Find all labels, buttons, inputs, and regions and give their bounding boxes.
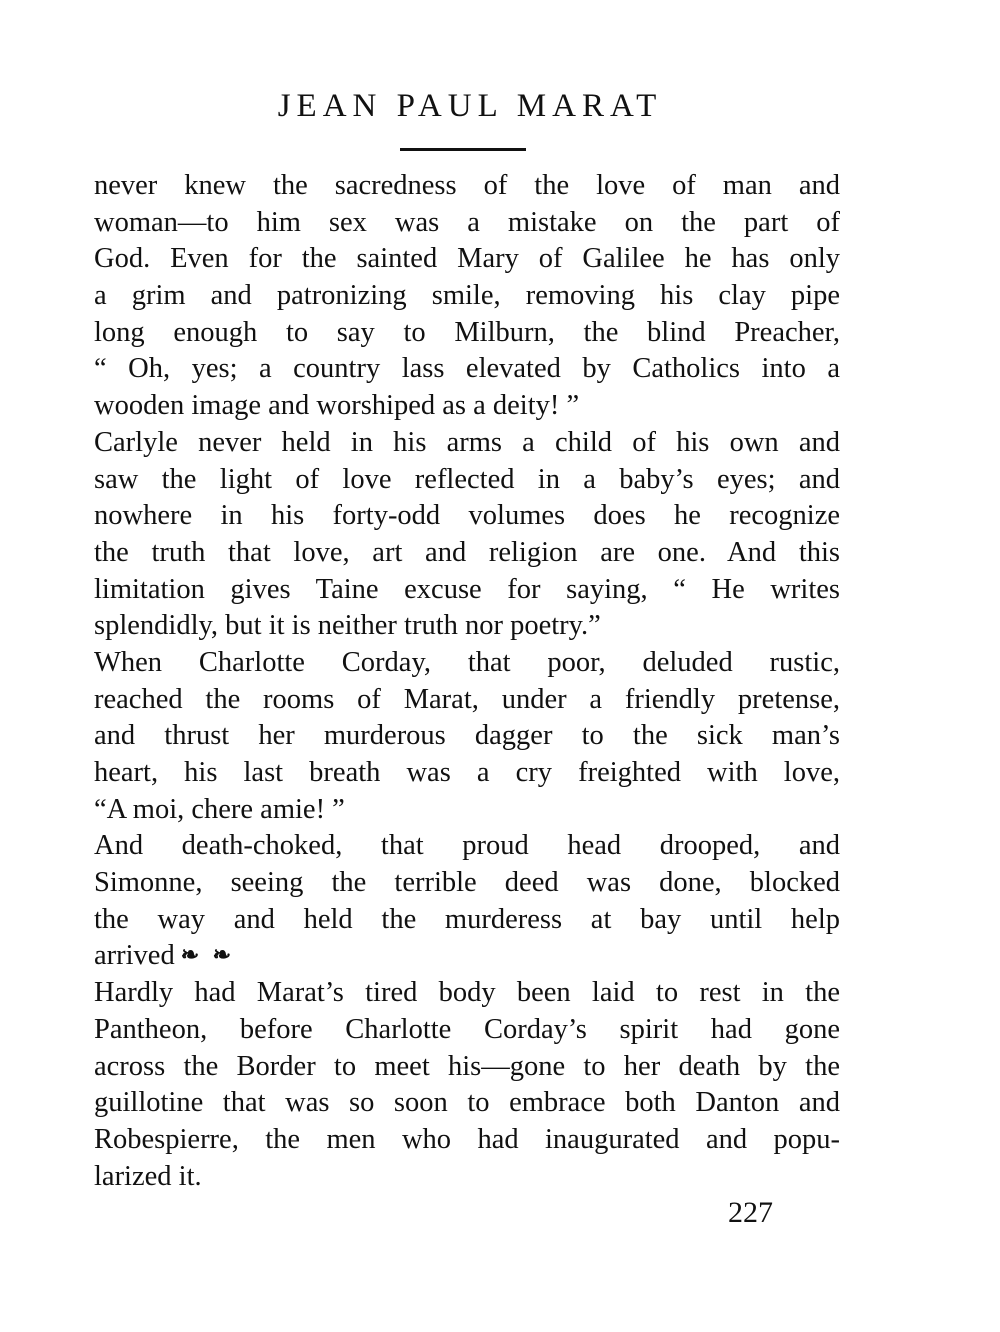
text-line: “ Oh, yes; a country lass elevated by Catholics into a (94, 353, 840, 385)
text-line: and thrust her murderous dagger to the sick man’s (94, 720, 840, 752)
text-line: Carlyle never held in his arms a child of his own and (94, 426, 840, 458)
text-line: a grim and patronizing smile, removing his clay pipe (94, 280, 840, 312)
text-line: God. Even for the sainted Mary of Galilee he has only (94, 243, 840, 275)
text-line: across the Border to meet his—gone to her death by the (94, 1050, 840, 1082)
text-line: never knew the sacredness of the love of man and (94, 170, 840, 201)
text-line: And death-choked, that proud head drooped, and (94, 830, 840, 862)
text-line: When Charlotte Corday, that poor, deluded rustic, (94, 646, 840, 678)
text-line: arrived (94, 940, 175, 972)
page-number: 227 (728, 1196, 773, 1229)
text-line: reached the rooms of Marat, under a friendly pretense, (94, 683, 840, 715)
text-line: saw the light of love reflected in a baby’s eyes; and (94, 463, 840, 495)
text-line: Pantheon, before Charlotte Corday’s spirit had gone (94, 1013, 840, 1045)
text-line: larized it. (94, 1160, 202, 1192)
text-line: “A moi, chere amie! ” (94, 793, 345, 825)
body-text (94, 168, 840, 1195)
running-head-title: JEAN PAUL MARAT (277, 88, 663, 124)
text-line: long enough to say to Milburn, the blind Preacher, (94, 316, 840, 348)
text-line: the truth that love, art and religion are one. And this (94, 536, 840, 568)
text-line: guillotine that was so soon to embrace both Danton and (94, 1087, 840, 1119)
text-line: the way and held the murderess at bay until help (94, 903, 840, 935)
text-line: limitation gives Taine excuse for saying, “ He writes (94, 573, 840, 605)
header-rule (400, 148, 526, 151)
text-line-with-ornament (94, 938, 840, 975)
text-line: Simonne, seeing the terrible deed was done, blocked (94, 867, 840, 899)
text-line: woman—to him sex was a mistake on the part of (94, 206, 840, 238)
leaf-ornament-icon: ❧ ❧ (180, 942, 236, 968)
text-line: Robespierre, the men who had inaugurated and popu- (94, 1123, 840, 1155)
text-line: splendidly, but it is neither truth nor poetry.” (94, 610, 601, 642)
text-line: nowhere in his forty-odd volumes does he recognize (94, 500, 840, 532)
text-line: heart, his last breath was a cry freighted with love, (94, 757, 840, 788)
text-line: wooden image and worshiped as a deity! ” (94, 390, 580, 422)
text-line: Hardly had Marat’s tired body been laid to rest in the (94, 977, 840, 1009)
